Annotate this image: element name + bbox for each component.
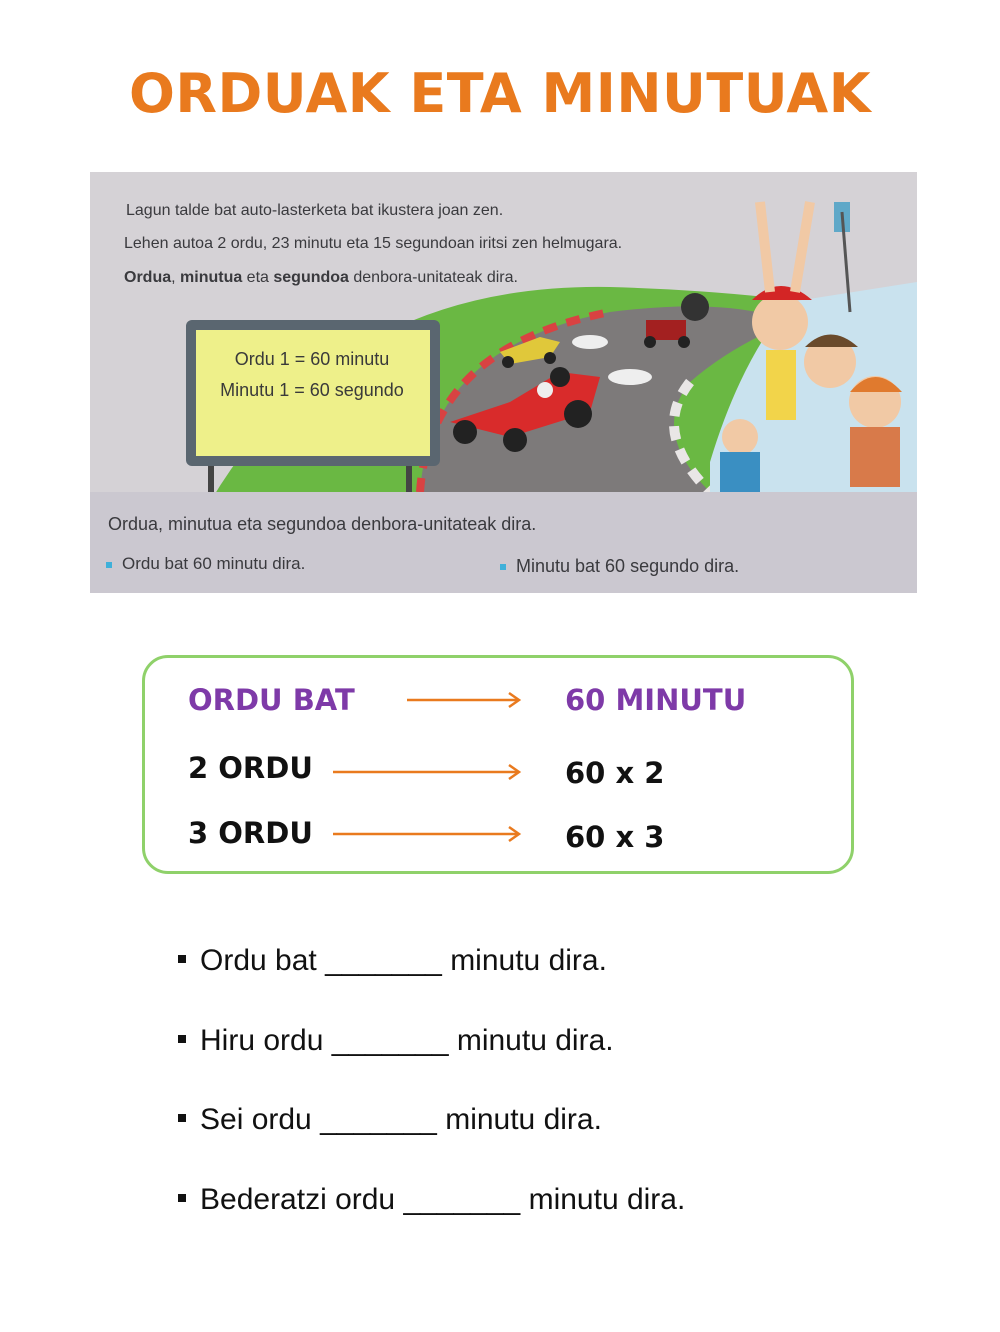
bullet-icon bbox=[178, 1035, 186, 1043]
textbook-photo bbox=[90, 172, 917, 593]
intro-line-1: Lagun talde bat auto-lasterketa bat ikustera joan zen. bbox=[126, 202, 504, 219]
arrow-icon bbox=[333, 827, 519, 841]
conversion-left-3: 3 ORDU bbox=[188, 816, 313, 850]
arrow-icon bbox=[333, 765, 519, 779]
exhaust-smoke bbox=[608, 369, 652, 385]
intro-line-2: Lehen autoa 2 ordu, 23 minutu eta 15 segundoan iritsi zen helmugara. bbox=[124, 235, 623, 252]
arrow-icon bbox=[407, 693, 519, 707]
conversion-left-2: 2 ORDU bbox=[188, 751, 313, 785]
bullet-icon bbox=[178, 1194, 186, 1202]
conversion-right-3: 60 x 3 bbox=[565, 820, 665, 854]
summary-bullet-text: Ordu bat 60 minutu dira. bbox=[122, 554, 306, 573]
exercise-text: Sei ordu _______ minutu dira. bbox=[200, 1103, 602, 1136]
exercise-item bbox=[178, 1103, 602, 1137]
conversion-left-1: ORDU BAT bbox=[188, 683, 355, 717]
exercise-text: Ordu bat _______ minutu dira. bbox=[200, 944, 607, 977]
sign-line-1: Ordu 1 = 60 minutu bbox=[234, 349, 390, 369]
term-ordua: Ordua bbox=[124, 269, 172, 286]
term-minutua: minutua bbox=[180, 269, 243, 286]
exercise-item bbox=[178, 1024, 614, 1058]
bullet-icon bbox=[178, 1114, 186, 1122]
summary-title: Ordua, minutua eta segundoa denbora-unitateak dira. bbox=[108, 514, 537, 534]
exercise-item bbox=[178, 1183, 685, 1217]
sign-text bbox=[202, 344, 422, 406]
page-title: ORDUAK ETA MINUTUAK bbox=[128, 62, 872, 125]
summary-bullet-1 bbox=[106, 554, 305, 574]
bullet-icon bbox=[106, 562, 112, 568]
conversion-box bbox=[142, 655, 854, 874]
exhaust-smoke bbox=[572, 335, 608, 349]
conjunction: eta bbox=[242, 269, 274, 286]
conversion-right-2: 60 x 2 bbox=[565, 756, 665, 790]
exercise-text: Bederatzi ordu _______ minutu dira. bbox=[200, 1183, 686, 1216]
sentence-end: denbora-unitateak dira. bbox=[348, 269, 518, 286]
intro-line-3 bbox=[124, 269, 518, 287]
exercise-text: Hiru ordu _______ minutu dira. bbox=[200, 1024, 614, 1057]
conversion-right-1: 60 MINUTU bbox=[565, 683, 747, 717]
separator: , bbox=[171, 269, 181, 286]
exercise-item bbox=[178, 944, 607, 978]
bullet-icon bbox=[500, 564, 506, 570]
sign-line-2: Minutu 1 = 60 segundo bbox=[220, 380, 404, 400]
bullet-icon bbox=[178, 955, 186, 963]
summary-bullet-2 bbox=[500, 556, 739, 577]
term-segundoa: segundoa bbox=[273, 269, 349, 286]
tire-icon bbox=[681, 293, 709, 321]
summary-band bbox=[90, 492, 917, 593]
summary-bullet-text: Minutu bat 60 segundo dira. bbox=[516, 556, 740, 576]
